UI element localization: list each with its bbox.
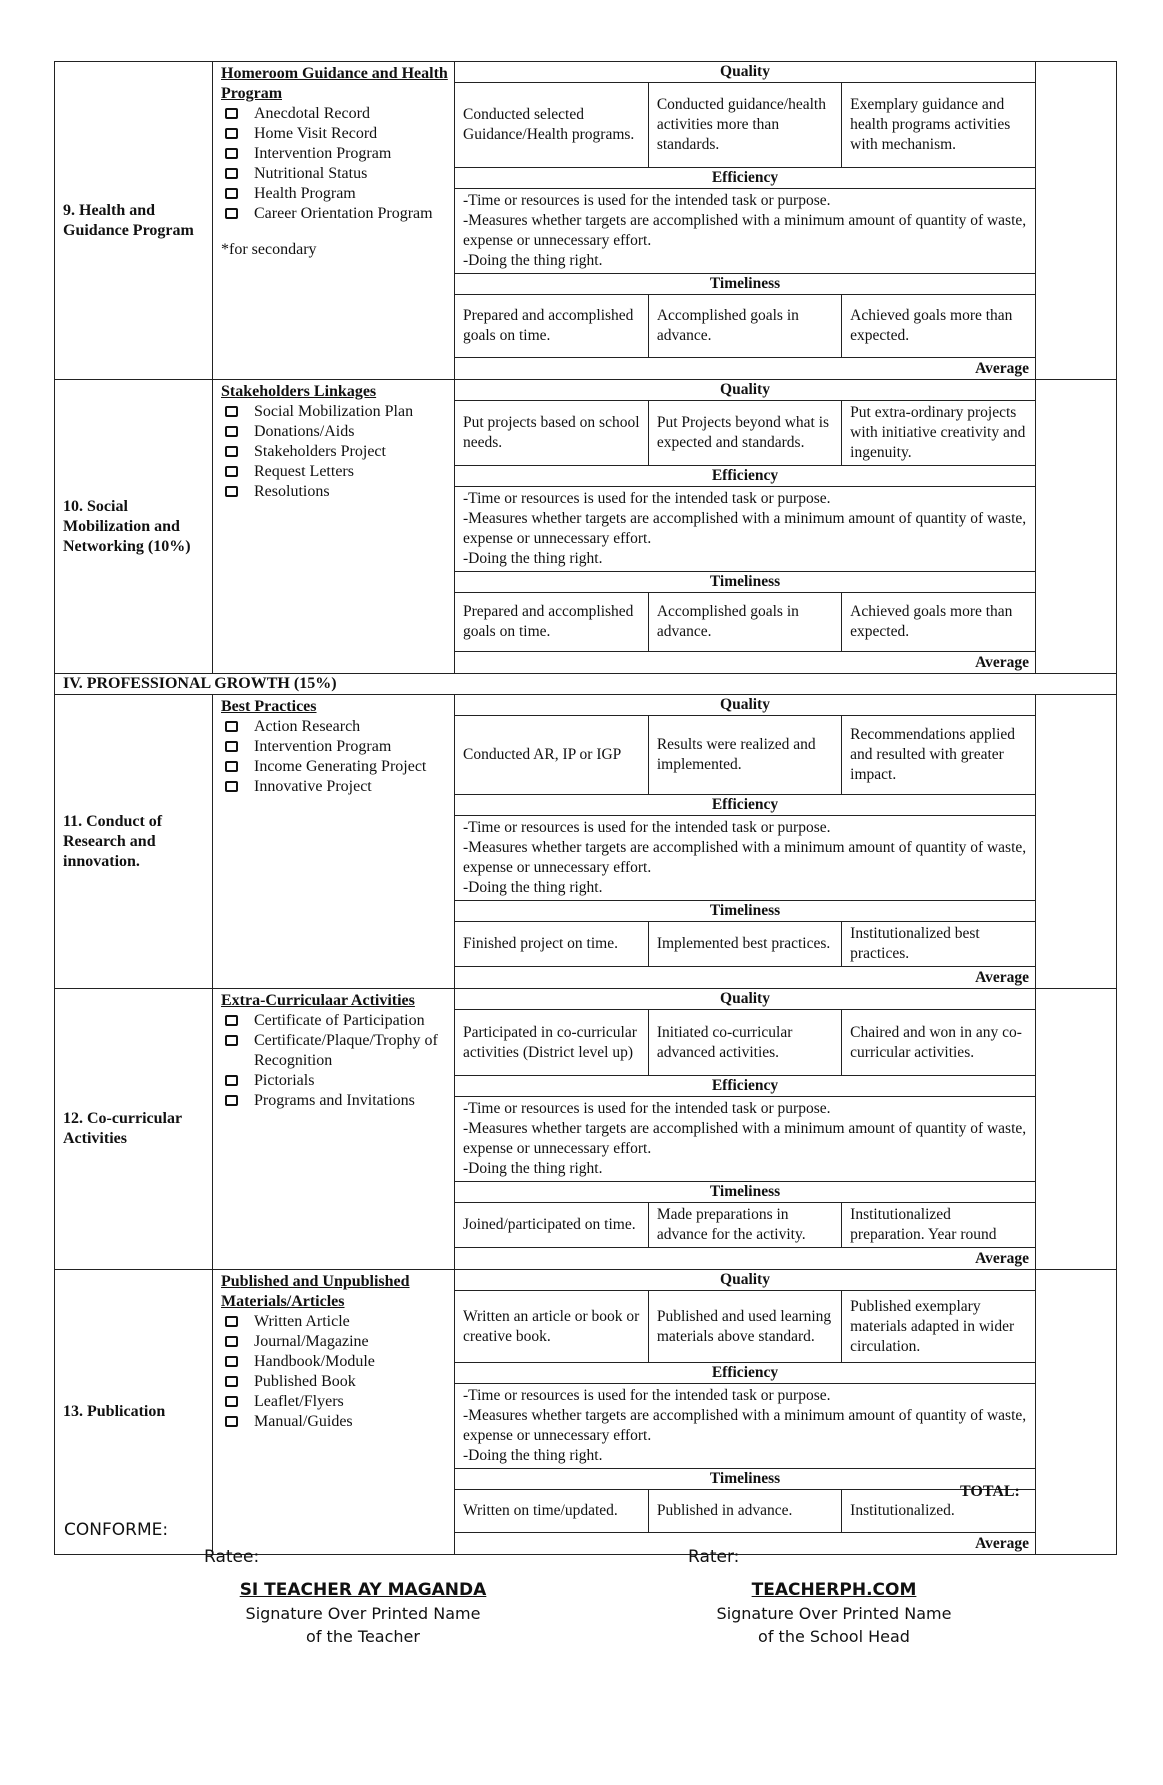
ratee-label: Ratee:: [204, 1547, 260, 1567]
timeliness-header: Timeliness: [455, 274, 1035, 295]
mov-checkbox-item[interactable]: [221, 442, 448, 462]
checkbox-icon[interactable]: [225, 1376, 238, 1387]
mov-item-label: Leaflet/Flyers: [254, 1393, 344, 1410]
mov-checkbox-item[interactable]: [221, 1372, 448, 1392]
mov-item-label: Programs and Invitations: [254, 1092, 415, 1109]
checkbox-icon[interactable]: [225, 208, 238, 219]
checkbox-icon[interactable]: [225, 1416, 238, 1427]
efficiency-description: [455, 1384, 1035, 1469]
quality-level: Conducted guidance/health activities more than standards.: [648, 83, 841, 168]
average-label: Average: [975, 1535, 1029, 1552]
quality-level: Results were realized and implemented.: [648, 716, 841, 795]
efficiency-description: [455, 189, 1035, 274]
performance-indicators: [455, 1270, 1036, 1555]
efficiency-header: Efficiency: [455, 1076, 1035, 1097]
timeliness-level: Accomplished goals in advance.: [648, 593, 841, 652]
mov-title: Published and Unpublished Materials/Articles: [221, 1273, 410, 1310]
performance-indicators: [455, 989, 1036, 1270]
mov-item-label: Journal/Magazine: [254, 1333, 369, 1350]
checkbox-icon[interactable]: [225, 108, 238, 119]
efficiency-description: [455, 1097, 1035, 1182]
checkbox-icon[interactable]: [225, 168, 238, 179]
rater-signature-block: [674, 1580, 994, 1648]
efficiency-line: -Doing the thing right.: [463, 1160, 603, 1177]
timeliness-level: Prepared and accomplished goals on time.: [455, 295, 648, 358]
average-label: Average: [975, 969, 1029, 986]
mov-item-label: Intervention Program: [254, 145, 392, 162]
indicators-table: [455, 695, 1035, 988]
efficiency-line: -Doing the thing right.: [463, 879, 603, 896]
quality-header: Quality: [455, 989, 1035, 1010]
checkbox-icon[interactable]: [225, 1356, 238, 1367]
rater-sub-line2: of the School Head: [758, 1627, 910, 1646]
criterion-name: 9. Health and Guidance Program: [55, 62, 213, 380]
checkbox-icon[interactable]: [225, 1075, 238, 1086]
mov-checkbox-item[interactable]: [221, 204, 448, 224]
mov-item-label: Resolutions: [254, 483, 330, 500]
quality-level: Put Projects beyond what is expected and standards.: [648, 401, 841, 466]
mov-checkbox-item[interactable]: [221, 1011, 448, 1031]
rating-form: [54, 61, 1116, 1555]
checkbox-icon[interactable]: [225, 148, 238, 159]
quality-level: Conducted AR, IP or IGP: [455, 716, 648, 795]
efficiency-line: -Doing the thing right.: [463, 1447, 603, 1464]
quality-level: Published and used learning materials above standard.: [648, 1291, 841, 1363]
ratee-signature-block: [203, 1580, 523, 1648]
indicators-table: [455, 380, 1035, 673]
mov-checkbox-item[interactable]: [221, 164, 448, 184]
mov-checkbox-item[interactable]: [221, 482, 448, 502]
efficiency-description: [455, 816, 1035, 901]
means-of-verification: [213, 989, 455, 1270]
mov-checkbox-item[interactable]: [221, 462, 448, 482]
quality-header: Quality: [455, 62, 1035, 83]
rating-table: [54, 61, 1117, 1555]
ratee-name: SI TEACHER AY MAGANDA: [239, 1580, 487, 1600]
mov-item-label: Certificate/Plaque/Trophy of Recognition: [254, 1032, 438, 1069]
efficiency-header: Efficiency: [455, 1363, 1035, 1384]
mov-item-label: Home Visit Record: [254, 125, 378, 142]
means-of-verification: [213, 695, 455, 989]
efficiency-line: -Time or resources is used for the intended task or purpose.: [463, 490, 831, 507]
score-cell[interactable]: [1036, 695, 1117, 989]
timeliness-level: Achieved goals more than expected.: [842, 593, 1035, 652]
mov-title: Best Practices: [221, 698, 317, 715]
mov-item-label: Career Orientation Program: [254, 205, 433, 222]
checkbox-icon[interactable]: [225, 761, 238, 772]
checkbox-icon[interactable]: [225, 741, 238, 752]
timeliness-header: Timeliness: [455, 1182, 1035, 1203]
rater-name: TEACHERPH.COM: [751, 1580, 917, 1600]
mov-item-label: Stakeholders Project: [254, 443, 386, 460]
efficiency-line: -Time or resources is used for the intended task or purpose.: [463, 819, 831, 836]
quality-level: Published exemplary materials adapted in wider circulation.: [842, 1291, 1035, 1363]
quality-header: Quality: [455, 380, 1035, 401]
score-cell[interactable]: [1036, 380, 1117, 674]
mov-checkbox-item[interactable]: [221, 184, 448, 204]
section-title: IV. PROFESSIONAL GROWTH (15%): [55, 674, 1117, 695]
efficiency-header: Efficiency: [455, 795, 1035, 816]
mov-checkbox-item[interactable]: [221, 1312, 448, 1332]
criterion-row: [55, 62, 1117, 380]
checkbox-icon[interactable]: [225, 466, 238, 477]
indicators-table: [455, 989, 1035, 1269]
checkbox-icon[interactable]: [225, 426, 238, 437]
timeliness-level: Achieved goals more than expected.: [842, 295, 1035, 358]
score-cell[interactable]: [1036, 989, 1117, 1270]
checkbox-icon[interactable]: [225, 1035, 238, 1046]
checkbox-icon[interactable]: [225, 188, 238, 199]
mov-item-label: Certificate of Participation: [254, 1012, 425, 1029]
checkbox-icon[interactable]: [225, 781, 238, 792]
mov-checkbox-item[interactable]: [221, 104, 448, 124]
efficiency-line: -Time or resources is used for the intended task or purpose.: [463, 1100, 831, 1117]
checkbox-icon[interactable]: [225, 1095, 238, 1106]
quality-level: Exemplary guidance and health programs activities with mechanism.: [842, 83, 1035, 168]
checkbox-icon[interactable]: [225, 1316, 238, 1327]
performance-indicators: [455, 695, 1036, 989]
timeliness-level: Institutionalized.: [842, 1490, 1035, 1533]
rater-label: Rater:: [688, 1547, 740, 1567]
checkbox-icon[interactable]: [225, 128, 238, 139]
quality-header: Quality: [455, 695, 1035, 716]
criterion-row: [55, 380, 1117, 674]
efficiency-header: Efficiency: [455, 168, 1035, 189]
quality-level: Initiated co-curricular advanced activities.: [648, 1010, 841, 1076]
timeliness-level: Written on time/updated.: [455, 1490, 648, 1533]
criterion-name: 11. Conduct of Research and innovation.: [55, 695, 213, 989]
mov-item-label: Published Book: [254, 1373, 356, 1390]
checkbox-icon[interactable]: [225, 486, 238, 497]
average-label: Average: [975, 654, 1029, 671]
checkbox-icon[interactable]: [225, 406, 238, 417]
total-label: TOTAL:: [960, 1483, 1020, 1500]
timeliness-level: Implemented best practices.: [648, 922, 841, 967]
mov-checkbox-item[interactable]: [221, 1091, 448, 1111]
efficiency-header: Efficiency: [455, 466, 1035, 487]
mov-item-label: Innovative Project: [254, 778, 372, 795]
quality-level: Chaired and won in any co-curricular activities.: [842, 1010, 1035, 1076]
efficiency-line: -Measures whether targets are accomplished with a minimum amount of quantity of waste, expense or unnecessary effort.: [463, 1120, 1027, 1157]
timeliness-header: Timeliness: [455, 1469, 1035, 1490]
mov-checkbox-item[interactable]: [221, 737, 448, 757]
quality-level: Put extra-ordinary projects with initiative creativity and ingenuity.: [842, 401, 1035, 466]
timeliness-level: Published in advance.: [648, 1490, 841, 1533]
efficiency-line: -Doing the thing right.: [463, 252, 603, 269]
criterion-name: 10. Social Mobilization and Networking (10%): [55, 380, 213, 674]
rater-sub-line1: Signature Over Printed Name: [716, 1604, 952, 1623]
criterion-row: [55, 989, 1117, 1270]
efficiency-line: -Doing the thing right.: [463, 550, 603, 567]
timeliness-level: Institutionalized preparation. Year round: [842, 1203, 1035, 1248]
efficiency-line: -Measures whether targets are accomplished with a minimum amount of quantity of waste, expense or unnecessary effort.: [463, 510, 1027, 547]
average-label: Average: [975, 360, 1029, 377]
mov-item-label: Social Mobilization Plan: [254, 403, 414, 420]
mov-title: Homeroom Guidance and Health Program: [221, 65, 448, 102]
checkbox-icon[interactable]: [225, 446, 238, 457]
mov-item-label: Anecdotal Record: [254, 105, 370, 122]
mov-item-label: Handbook/Module: [254, 1353, 375, 1370]
mov-item-label: Written Article: [254, 1313, 350, 1330]
mov-checkbox-item[interactable]: [221, 422, 448, 442]
mov-checkbox-item[interactable]: [221, 402, 448, 422]
efficiency-line: -Measures whether targets are accomplished with a minimum amount of quantity of waste, expense or unnecessary effort.: [463, 212, 1027, 249]
quality-level: Put projects based on school needs.: [455, 401, 648, 466]
timeliness-level: Institutionalized best practices.: [842, 922, 1035, 967]
criterion-name: 13. Publication: [55, 1270, 213, 1555]
indicators-table: [455, 1270, 1035, 1554]
timeliness-level: Finished project on time.: [455, 922, 648, 967]
mov-title: Extra-Curriculaar Activities: [221, 992, 415, 1009]
criterion-row: [55, 1270, 1117, 1555]
checkbox-icon[interactable]: [225, 1336, 238, 1347]
quality-level: Participated in co-curricular activities (District level up): [455, 1010, 648, 1076]
efficiency-description: [455, 487, 1035, 572]
timeliness-level: Made preparations in advance for the activity.: [648, 1203, 841, 1248]
quality-header: Quality: [455, 1270, 1035, 1291]
quality-level: Written an article or book or creative book.: [455, 1291, 648, 1363]
mov-item-label: Action Research: [254, 718, 361, 735]
mov-checkbox-item[interactable]: [221, 1071, 448, 1091]
mov-item-label: Donations/Aids: [254, 423, 355, 440]
means-of-verification: [213, 380, 455, 674]
mov-checkbox-item[interactable]: [221, 1352, 448, 1372]
mov-item-label: Intervention Program: [254, 738, 392, 755]
mov-note: *for secondary: [221, 241, 317, 258]
mov-item-label: Manual/Guides: [254, 1413, 353, 1430]
mov-checkbox-item[interactable]: [221, 124, 448, 144]
mov-title: Stakeholders Linkages: [221, 383, 377, 400]
ratee-sub-line1: Signature Over Printed Name: [245, 1604, 481, 1623]
score-cell[interactable]: [1036, 1270, 1117, 1555]
checkbox-icon[interactable]: [225, 721, 238, 732]
quality-level: Recommendations applied and resulted with greater impact.: [842, 716, 1035, 795]
mov-item-label: Request Letters: [254, 463, 354, 480]
timeliness-level: Joined/participated on time.: [455, 1203, 648, 1248]
mov-checkbox-item[interactable]: [221, 1412, 448, 1432]
timeliness-header: Timeliness: [455, 901, 1035, 922]
score-cell[interactable]: [1036, 62, 1117, 380]
mov-checkbox-item[interactable]: [221, 757, 448, 777]
efficiency-line: -Time or resources is used for the intended task or purpose.: [463, 192, 831, 209]
timeliness-level: Prepared and accomplished goals on time.: [455, 593, 648, 652]
mov-checkbox-item[interactable]: [221, 1392, 448, 1412]
timeliness-level: Accomplished goals in advance.: [648, 295, 841, 358]
means-of-verification: [213, 62, 455, 380]
performance-indicators: [455, 380, 1036, 674]
mov-checkbox-item[interactable]: [221, 777, 448, 797]
checkbox-icon[interactable]: [225, 1396, 238, 1407]
mov-checkbox-item[interactable]: [221, 1031, 448, 1071]
criterion-row: [55, 695, 1117, 989]
checkbox-icon[interactable]: [225, 1015, 238, 1026]
conforme-label: CONFORME:: [64, 1520, 169, 1540]
criterion-name: 12. Co-curricular Activities: [55, 989, 213, 1270]
mov-item-label: Income Generating Project: [254, 758, 427, 775]
indicators-table: [455, 62, 1035, 379]
efficiency-line: -Measures whether targets are accomplished with a minimum amount of quantity of waste, expense or unnecessary effort.: [463, 839, 1027, 876]
mov-item-label: Pictorials: [254, 1072, 315, 1089]
timeliness-header: Timeliness: [455, 572, 1035, 593]
mov-checkbox-item[interactable]: [221, 1332, 448, 1352]
means-of-verification: [213, 1270, 455, 1555]
mov-item-label: Health Program: [254, 185, 356, 202]
ratee-sub-line2: of the Teacher: [306, 1627, 420, 1646]
average-label: Average: [975, 1250, 1029, 1267]
quality-level: Conducted selected Guidance/Health programs.: [455, 83, 648, 168]
efficiency-line: -Measures whether targets are accomplished with a minimum amount of quantity of waste, expense or unnecessary effort.: [463, 1407, 1027, 1444]
efficiency-line: -Time or resources is used for the intended task or purpose.: [463, 1387, 831, 1404]
performance-indicators: [455, 62, 1036, 380]
section-row: [55, 674, 1117, 695]
mov-item-label: Nutritional Status: [254, 165, 368, 182]
mov-checkbox-item[interactable]: [221, 717, 448, 737]
mov-checkbox-item[interactable]: [221, 144, 448, 164]
